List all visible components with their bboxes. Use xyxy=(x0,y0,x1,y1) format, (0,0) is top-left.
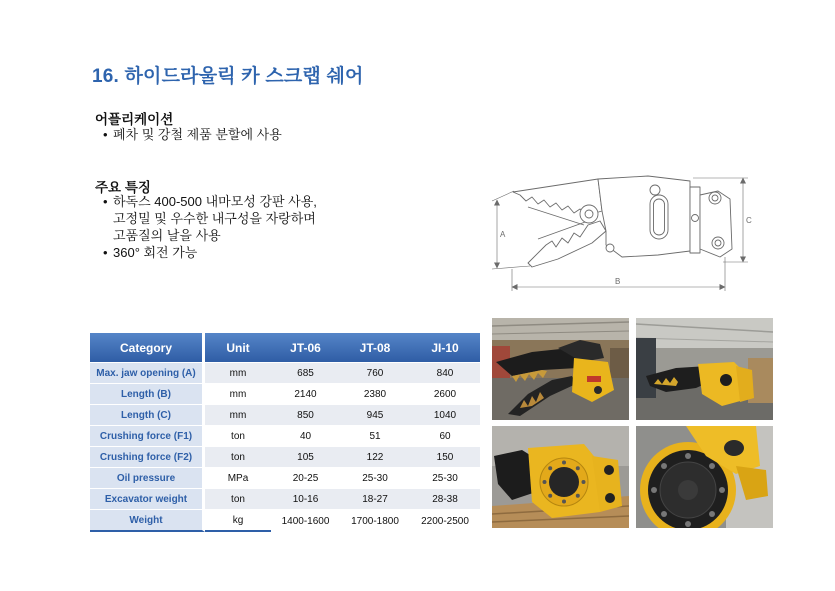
row-label: Oil pressure xyxy=(90,467,205,488)
brand-label xyxy=(587,376,601,382)
hub-center xyxy=(678,480,698,500)
body-slot-inner xyxy=(654,199,665,235)
product-photo-4 xyxy=(636,426,773,528)
dimension-b-label: B xyxy=(615,277,621,286)
warehouse-ceiling xyxy=(636,318,773,348)
product-photo-2 xyxy=(636,318,773,420)
bolt xyxy=(562,461,566,465)
list-item-text xyxy=(113,193,317,244)
photo-illustration xyxy=(636,426,773,528)
table-row xyxy=(90,404,480,425)
row-value-jt06: 105 xyxy=(271,446,340,467)
bolt xyxy=(661,511,667,517)
row-unit: ton xyxy=(205,446,271,467)
bolt xyxy=(576,494,580,498)
row-unit: MPa xyxy=(205,467,271,488)
dimension-a-label: A xyxy=(500,230,506,239)
bolt xyxy=(562,500,566,504)
row-unit: ton xyxy=(205,425,271,446)
row-label: Max. jaw opening (A) xyxy=(90,362,205,383)
bolt xyxy=(685,521,691,527)
flange-hole xyxy=(692,215,699,222)
header-category: Category xyxy=(90,333,205,362)
table-row xyxy=(90,488,480,509)
table-row xyxy=(90,383,480,404)
application-heading: 어플리케이션 xyxy=(95,112,174,127)
row-unit: mm xyxy=(205,362,271,383)
row-unit: ton xyxy=(205,488,271,509)
row-value-ji10: 60 xyxy=(410,425,480,446)
row-value-jt06: 20-25 xyxy=(271,467,340,488)
row-value-jt06: 40 xyxy=(271,425,340,446)
row-value-jt06: 10-16 xyxy=(271,488,340,509)
bolt xyxy=(661,463,667,469)
row-label: Weight xyxy=(90,509,205,532)
photo-illustration xyxy=(636,318,773,420)
row-value-jt08: 18-27 xyxy=(340,488,410,509)
header-model-jt08: JT-08 xyxy=(340,333,410,362)
row-value-jt08: 945 xyxy=(340,404,410,425)
body-pin xyxy=(720,374,732,386)
body-pin xyxy=(594,386,602,394)
row-value-jt06: 850 xyxy=(271,404,340,425)
bullet: • xyxy=(103,127,108,142)
bolt xyxy=(719,487,725,493)
row-value-jt06: 2140 xyxy=(271,383,340,404)
list-item-text: 360° 회전 가능 xyxy=(113,245,198,260)
row-unit: mm xyxy=(205,404,271,425)
row-value-jt06: 1400-1600 xyxy=(271,509,340,532)
pivot-pin-center xyxy=(585,210,593,218)
list-item-line: 고정밀 및 우수한 내구성을 자랑하며 xyxy=(113,211,316,226)
row-value-jt08: 2380 xyxy=(340,383,410,404)
dimension-c-label: C xyxy=(746,216,752,225)
bracket-pin-top-center xyxy=(712,195,718,201)
storage-shelf xyxy=(636,338,656,398)
rotation-hub xyxy=(549,467,579,497)
row-label: Excavator weight xyxy=(90,488,205,509)
row-value-ji10: 1040 xyxy=(410,404,480,425)
bolt xyxy=(576,466,580,470)
bracket-pin-bottom-center xyxy=(715,240,721,246)
bolt xyxy=(709,463,715,469)
product-photo-1 xyxy=(492,318,629,420)
photo-illustration xyxy=(492,426,629,528)
row-value-jt08: 760 xyxy=(340,362,410,383)
bullet: • xyxy=(103,194,108,209)
lower-jaw xyxy=(528,221,606,267)
list-item-line: 하독스 400-500 내마모성 강판 사용, xyxy=(113,194,317,209)
page-title: 16. 하이드라울릭 카 스크랩 쉐어 xyxy=(92,66,364,87)
bolt xyxy=(548,494,552,498)
dimension-a-extension xyxy=(492,191,514,201)
bolt xyxy=(548,466,552,470)
list-item-text: 폐차 및 강철 제품 분할에 사용 xyxy=(113,127,282,142)
warehouse-ceiling xyxy=(492,318,629,340)
features-heading: 주요 특징 xyxy=(95,180,151,195)
row-value-jt08: 51 xyxy=(340,425,410,446)
row-value-jt08: 1700-1800 xyxy=(340,509,410,532)
row-label: Length (B) xyxy=(90,383,205,404)
row-value-jt08: 122 xyxy=(340,446,410,467)
bolt xyxy=(685,453,691,459)
header-unit: Unit xyxy=(205,333,271,362)
row-value-ji10: 150 xyxy=(410,446,480,467)
bracket-pin xyxy=(605,493,615,503)
table-row xyxy=(90,467,480,488)
technical-drawing xyxy=(488,165,764,297)
table-header-row xyxy=(90,333,480,362)
table-row xyxy=(90,446,480,467)
list-item xyxy=(103,193,317,244)
row-value-ji10: 28-38 xyxy=(410,488,480,509)
header-model-jt06: JT-06 xyxy=(271,333,340,362)
row-value-ji10: 2200-2500 xyxy=(410,509,480,532)
bolt xyxy=(543,480,547,484)
row-label: Crushing force (F2) xyxy=(90,446,205,467)
product-photo-3 xyxy=(492,426,629,528)
list-item xyxy=(103,126,282,143)
bullet: • xyxy=(103,245,108,260)
features-list xyxy=(103,193,317,261)
row-unit: kg xyxy=(205,509,271,532)
body-bottom-hole xyxy=(606,244,614,252)
bracket-pin xyxy=(604,465,614,475)
body-top-hole xyxy=(650,185,660,195)
shear-outline xyxy=(513,176,732,267)
row-value-jt06: 685 xyxy=(271,362,340,383)
row-unit: mm xyxy=(205,383,271,404)
row-value-ji10: 840 xyxy=(410,362,480,383)
table-row xyxy=(90,425,480,446)
row-label: Crushing force (F1) xyxy=(90,425,205,446)
list-item xyxy=(103,244,317,261)
row-value-ji10: 2600 xyxy=(410,383,480,404)
spec-table xyxy=(90,333,480,532)
header-model-ji10: JI-10 xyxy=(410,333,480,362)
table-row xyxy=(90,362,480,383)
dimension-a-extension xyxy=(492,266,530,269)
row-value-jt08: 25-30 xyxy=(340,467,410,488)
bolt xyxy=(582,480,586,484)
list-item-line: 고품질의 날을 사용 xyxy=(113,228,221,243)
bolt xyxy=(651,487,657,493)
stacked-boxes xyxy=(610,348,629,378)
bolt xyxy=(709,511,715,517)
row-label: Length (C) xyxy=(90,404,205,425)
table-row xyxy=(90,509,480,532)
row-value-ji10: 25-30 xyxy=(410,467,480,488)
application-list xyxy=(103,126,282,143)
bracket-hole xyxy=(724,440,744,456)
photo-illustration xyxy=(492,318,629,420)
